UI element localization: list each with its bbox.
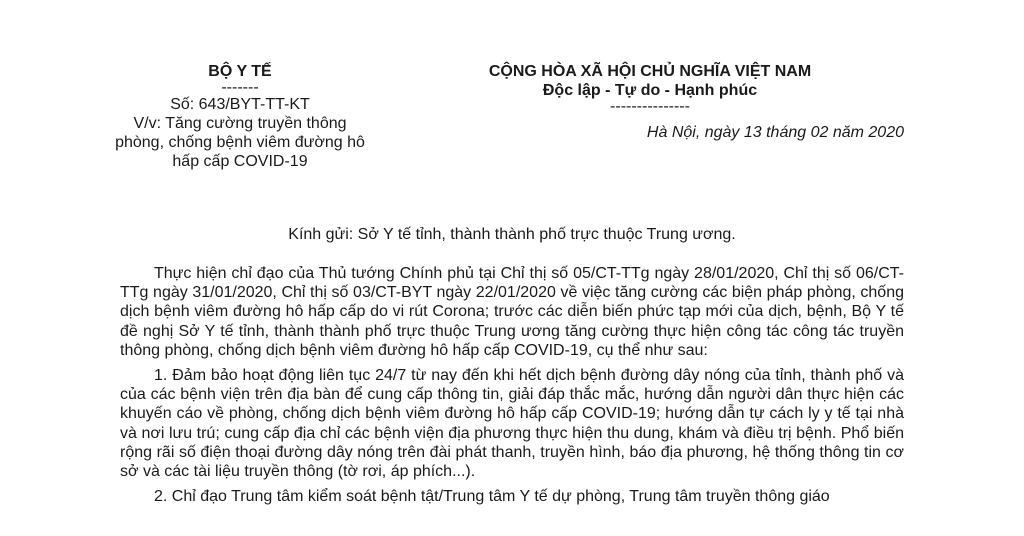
document-body xyxy=(120,264,904,512)
ministry-name: BỘ Y TẾ xyxy=(208,63,272,80)
recipient-line: Kính gửi: Sở Y tế tỉnh, thành thành phố trực thuộc Trung ương. xyxy=(288,226,736,243)
item-1-paragraph: 1. Đảm bảo hoạt động liên tục 24/7 từ nay đến khi hết dịch bệnh đường dây nóng của tỉnh, thành phố và của các bệnh viện trên địa bàn để cung cấp thông tin, giải đáp thắc mắc, hướng dẫn người dân thực hiện các khuyến cáo về phòng, chống dịch bệnh viêm đường hô hấp cấp COVID-19; hướng dẫn tự cách ly y tế tại nhà và nơi lưu trú; cung cấp địa chỉ các bệnh viện địa phương thực hiện thu dung, khám và điều trị bệnh. Phổ biến rộng rãi số điện thoại đường dây nóng trên đài phát thanh, truyền hình, báo địa phương, hệ thống thông tin cơ sở và các tài liệu truyền thông (tờ rơi, áp phích...). xyxy=(120,367,904,481)
country-name: CỘNG HÒA XÃ HỘI CHỦ NGHĨA VIỆT NAM xyxy=(488,63,812,80)
item-2-paragraph: 2. Chỉ đạo Trung tâm kiểm soát bệnh tật/Trung tâm Y tế dự phòng, Trung tâm truyền thông giáo xyxy=(154,488,830,506)
subject-line-2: phòng, chống bệnh viêm đường hô xyxy=(115,134,365,151)
issue-date: Hà Nội, ngày 13 tháng 02 năm 2020 xyxy=(646,124,904,141)
subject-line-1: V/v: Tăng cường truyền thông xyxy=(133,115,347,132)
motto-divider: --------------- xyxy=(610,98,690,115)
intro-paragraph: Thực hiện chỉ đạo của Thủ tướng Chính phủ tại Chỉ thị số 05/CT-TTg ngày 28/01/2020, Chỉ thị số 06/CT-TTg ngày 31/01/2020, Chỉ thị số 03/CT-BYT ngày 22/01/2020 về việc tăng cường các biện pháp phòng, chống dịch bệnh viêm đường hô hấp cấp do vi rút Corona; trước các diễn biến phức tạp mới của dịch, bệnh, Bộ Y tế đề nghị Sở Y tế tỉnh, thành thành phố trực thuộc Trung ương tăng cường thực hiện công tác công tác truyền thông phòng, chống dịch bệnh viêm đường hô hấp cấp COVID-19, cụ thể như sau: xyxy=(120,265,904,359)
document-number: Số: 643/BYT-TT-KT xyxy=(170,96,310,113)
subject-line-3: hấp cấp COVID-19 xyxy=(172,153,308,170)
national-motto: Độc lập - Tự do - Hạnh phúc xyxy=(542,82,758,99)
national-title-block xyxy=(460,62,840,114)
issuer-block xyxy=(80,62,400,171)
issuer-divider: ------- xyxy=(221,79,259,96)
